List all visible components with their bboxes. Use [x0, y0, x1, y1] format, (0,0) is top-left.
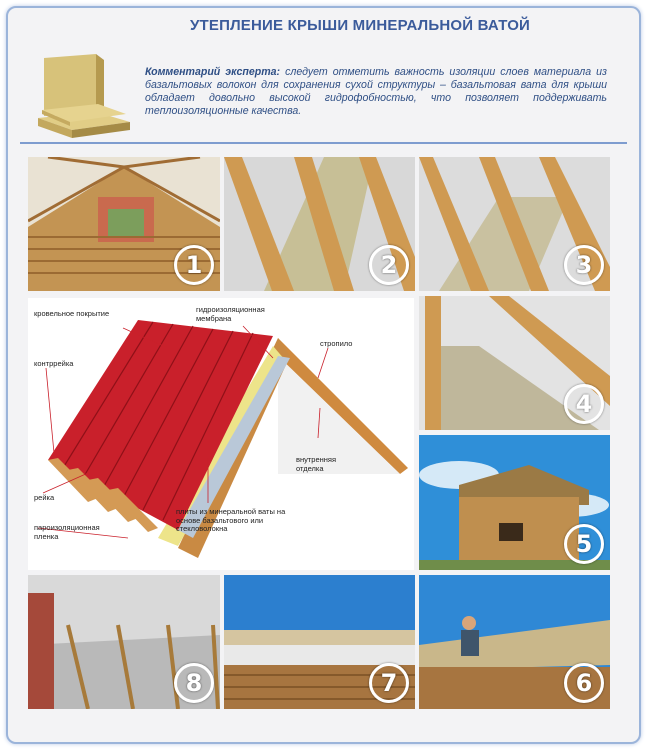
photo-number-4: 4: [564, 384, 604, 424]
roof-layers-diagram: [28, 298, 414, 570]
photo-number-2: 2: [369, 245, 409, 285]
photo-2-rafters: [224, 157, 415, 291]
photo-number-7: 7: [369, 663, 409, 703]
header-divider: [20, 142, 627, 144]
comment-text: следует отметить важность изоляции слоев материала из базальтовых волокон для сохранения сухой структуры – базальтовая вата для крыши обладает довольно высокой гидрофобностью, что позволяет поддерживать теплоизоляционные качества.: [145, 66, 607, 117]
photo-7-membrane: [224, 575, 415, 709]
label-inner-finish: внутренняя отделка: [296, 455, 337, 473]
photo-8-foil-ceiling: [28, 575, 220, 709]
expert-comment: [145, 66, 607, 118]
label-rafter: стропило: [320, 339, 353, 348]
label-counter-batten: контррейка: [34, 359, 74, 368]
photo-number-6: 6: [564, 663, 604, 703]
photo-number-3: 3: [564, 245, 604, 285]
page-title: УТЕПЛЕНИЕ КРЫШИ МИНЕРАЛЬНОЙ ВАТОЙ: [190, 17, 531, 34]
photo-1-attic: [28, 157, 220, 291]
label-roofing: кровельное покрытие: [34, 309, 110, 318]
photo-number-5: 5: [564, 524, 604, 564]
photo-number-8: 8: [174, 663, 214, 703]
photo-5-house-frame: [419, 435, 610, 570]
photo-6-workers: [419, 575, 610, 709]
label-membrane: гидроизоляционная мембрана: [196, 305, 265, 323]
photo-3-insulation: [419, 157, 610, 291]
label-vapor-barrier: пароизоляционная пленка: [34, 523, 100, 541]
label-wool-plates: плиты из минеральной ваты на основе базальтового или стекловолокна: [176, 507, 286, 533]
photo-number-1: 1: [174, 245, 214, 285]
mineral-wool-stack-image: [34, 52, 134, 140]
label-batten: рейка: [34, 493, 55, 502]
photo-4-wool-between-rafters: [419, 296, 610, 430]
comment-label: Комментарий эксперта:: [145, 66, 281, 78]
